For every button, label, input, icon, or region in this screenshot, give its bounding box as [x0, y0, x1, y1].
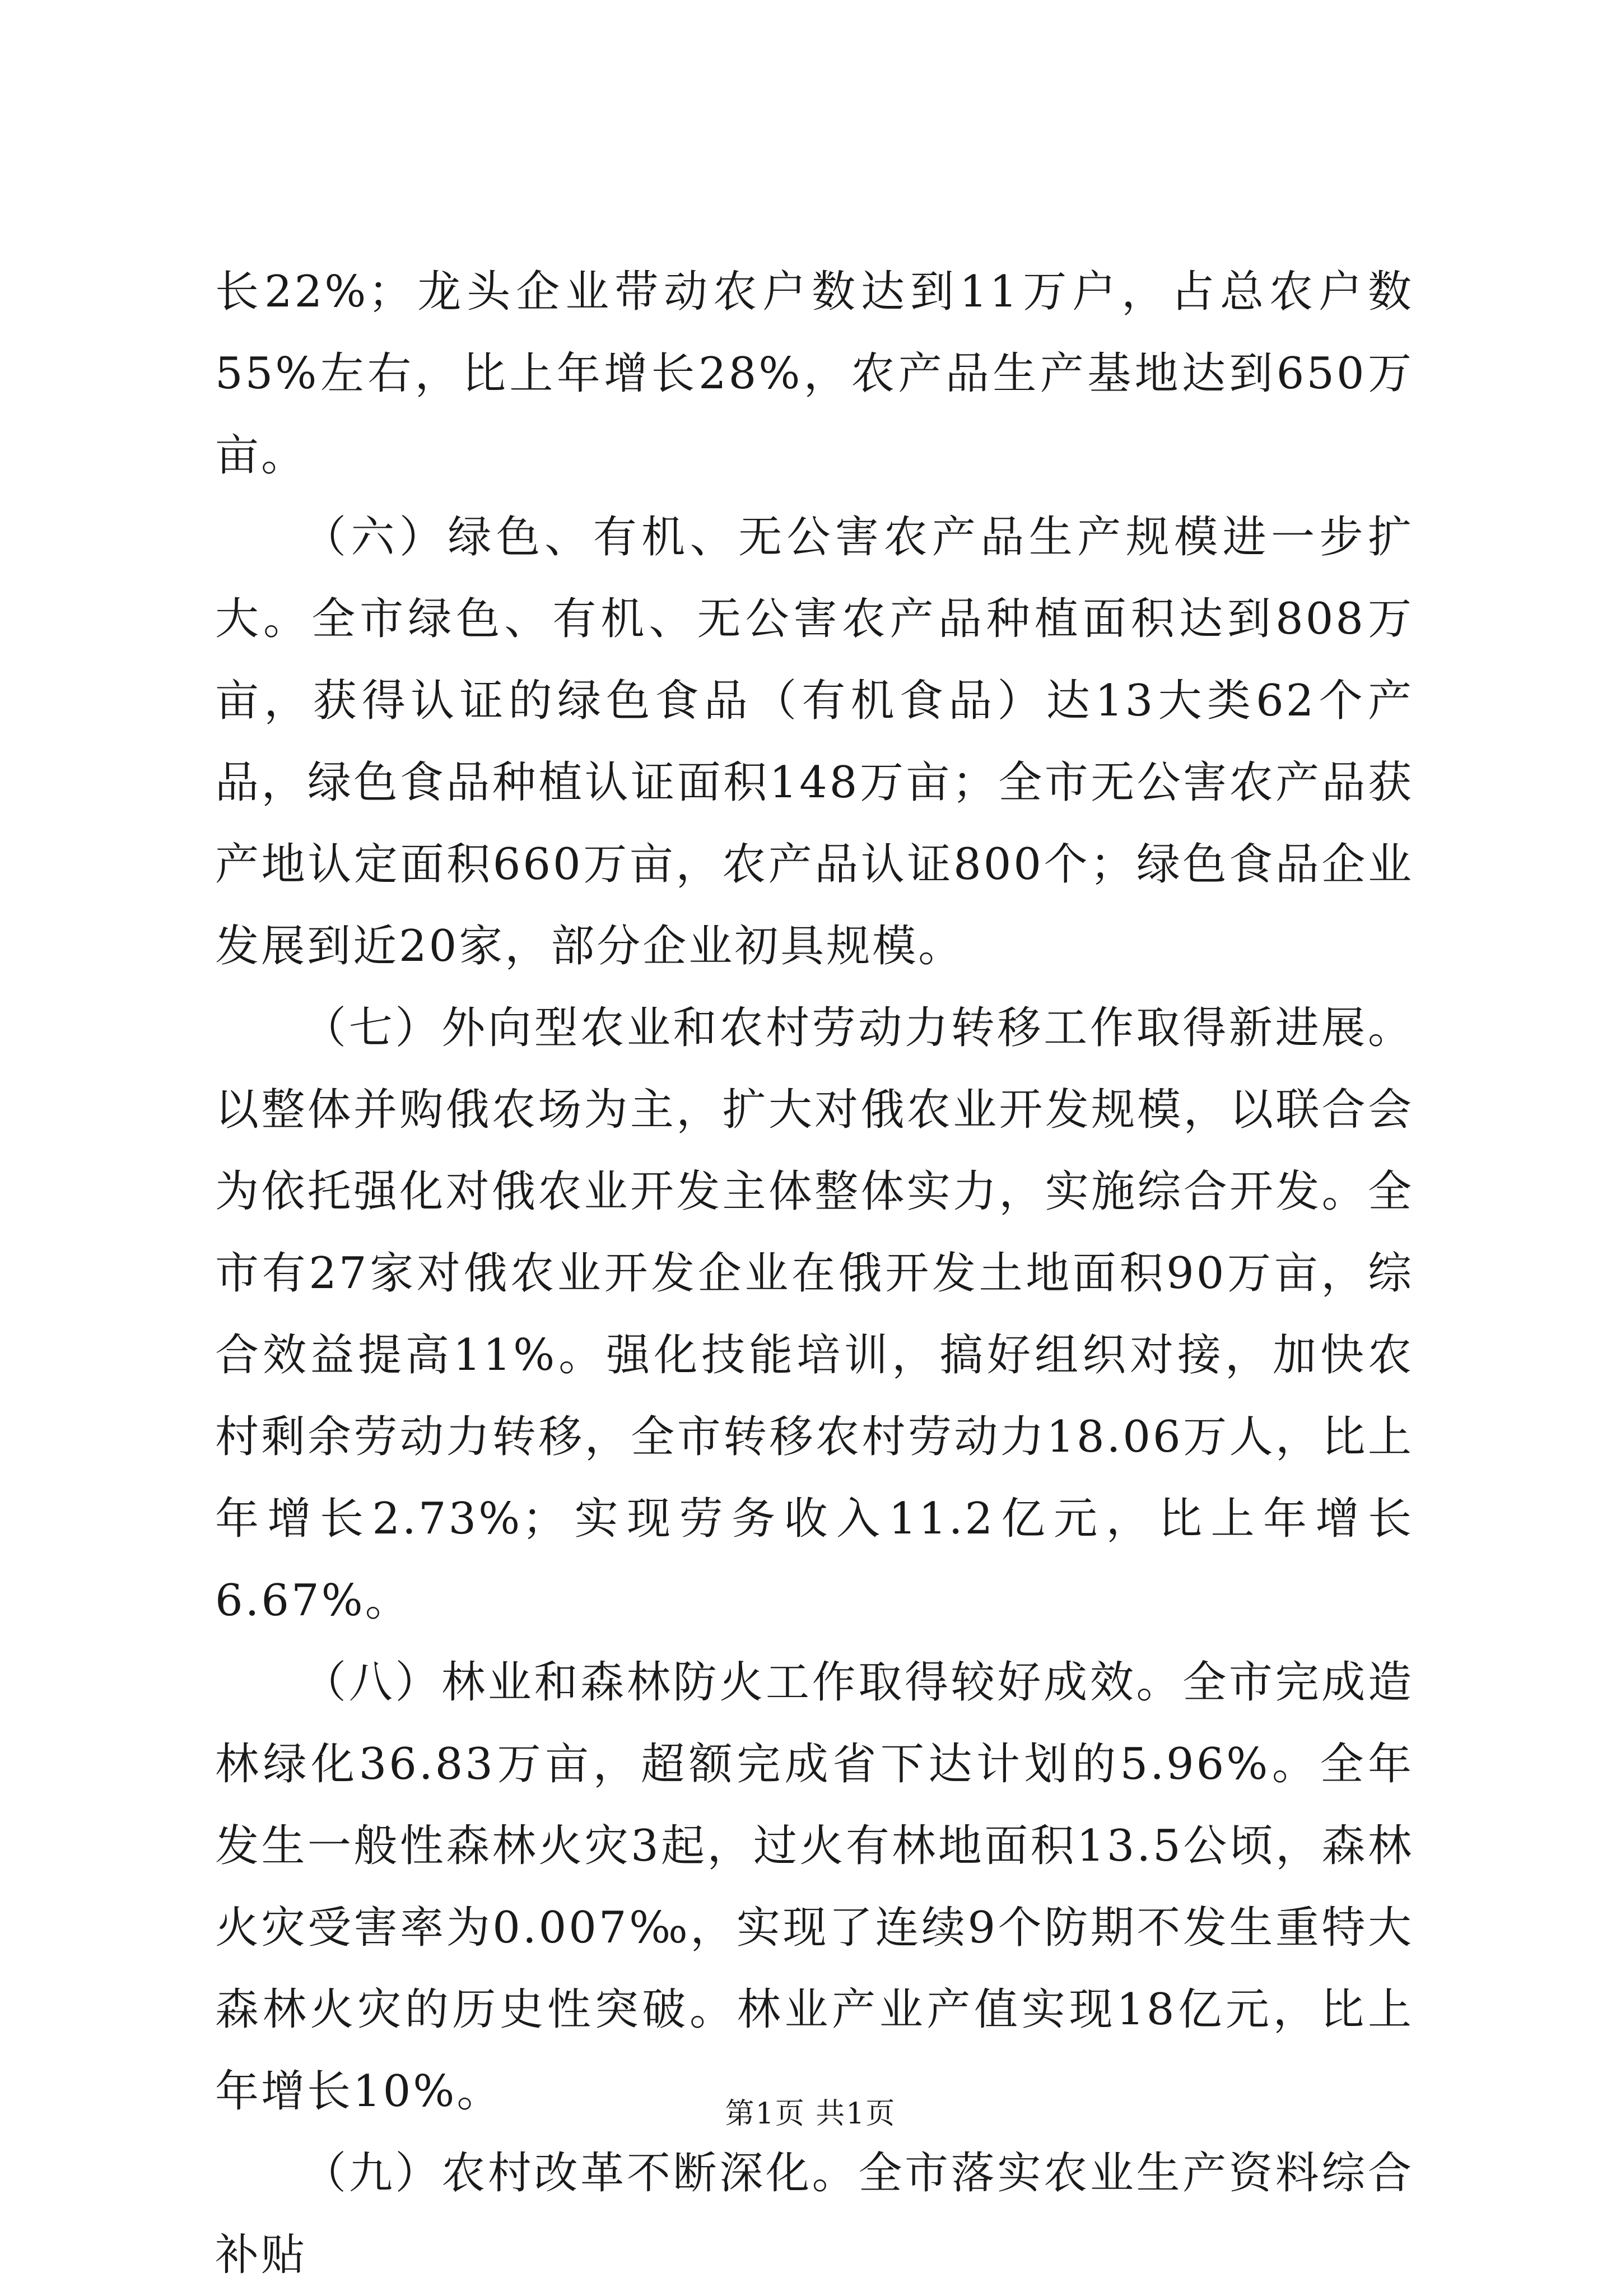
paragraph-section-nine: （九）农村改革不断深化。全市落实农业生产资料综合补贴 — [215, 2148, 1414, 2280]
paragraph-section-seven: （七）外向型农业和农村劳动力转移工作取得新进展。以整体并购俄农场为主，扩大对俄农业开发规模，以联合会为依托强化对俄农业开发主体整体实力，实施综合开发。全市有27家对俄农业开发企业在俄开发土地面积90万亩，综合效益提高11%。强化技能培训，搞好组织对接，加快农村剩余劳动力转移，全市转移农村劳动力18.06万人，比上年增长2.73%；实现劳务收入11.2亿元，比上年增长6.67%。 — [215, 1003, 1414, 1626]
document-body — [215, 251, 1414, 2296]
paragraph-section-eight: （八）林业和森林防火工作取得较好成效。全市完成造林绿化36.83万亩，超额完成省下达计划的5.96%。全年发生一般性森林火灾3起，过火有林地面积13.5公顷，森林火灾受害率为0.007‰，实现了连续9个防期不发生重特大森林火灾的历史性突破。林业产业产值实现18亿元，比上年增长10%。 — [215, 1657, 1414, 2117]
paragraph-section-six: （六）绿色、有机、无公害农产品生产规模进一步扩大。全市绿色、有机、无公害农产品种植面积达到808万亩，获得认证的绿色食品（有机食品）达13大类62个产品，绿色食品种植认证面积148万亩；全市无公害农产品获产地认定面积660万亩，农产品认证800个；绿色食品企业发展到近20家，部分企业初具规模。 — [215, 512, 1414, 972]
page-footer: 第1页 共1页 — [725, 2097, 896, 2131]
paragraph-continuation: 长22%；龙头企业带动农户数达到11万户，占总农户数55%左右，比上年增长28%，农产品生产基地达到650万亩。 — [215, 267, 1414, 481]
